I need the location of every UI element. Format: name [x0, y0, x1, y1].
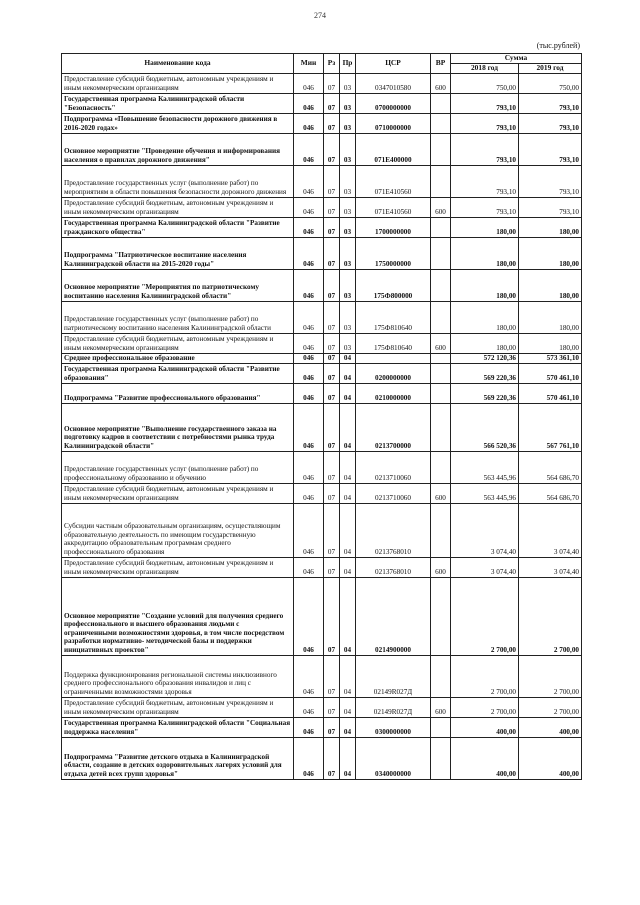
row-rz: 07: [324, 483, 340, 503]
row-2018: 793,10: [451, 93, 519, 113]
row-2019: 570 461,10: [519, 383, 582, 403]
row-vr: [431, 403, 451, 451]
row-2019: 570 461,10: [519, 363, 582, 383]
table-row: [62, 301, 582, 333]
row-name: Среднее профессиональное образование: [62, 353, 294, 363]
row-min: 046: [294, 217, 324, 237]
row-2018: 180,00: [451, 333, 519, 353]
table-row: [62, 133, 582, 165]
row-min: 046: [294, 577, 324, 655]
row-min: 046: [294, 93, 324, 113]
row-pr: 04: [340, 363, 356, 383]
header-rz: Рз: [324, 54, 340, 74]
row-2019: 180,00: [519, 333, 582, 353]
row-2018: 3 074,40: [451, 557, 519, 577]
row-name: Субсидии частным образовательным организациям, осуществляющим образовательную деятельность по имеющим государственную аккредитацию образовательным программам среднего профессионального образования: [62, 503, 294, 557]
row-2018: 3 074,40: [451, 503, 519, 557]
row-csr: 0700000000: [356, 93, 431, 113]
row-name: Государственная программа Калининградской области "Социальная поддержка населения": [62, 717, 294, 737]
row-vr: [431, 655, 451, 697]
table-row: [62, 383, 582, 403]
row-min: 046: [294, 165, 324, 197]
row-csr: 071E400000: [356, 133, 431, 165]
row-2018: 180,00: [451, 217, 519, 237]
table-row: [62, 503, 582, 557]
row-name: Подпрограмма «Повышение безопасности дорожного движения в 2016-2020 годах»: [62, 113, 294, 133]
row-min: 046: [294, 697, 324, 717]
row-name: Предоставление государственных услуг (выполнение работ) по патриотическому воспитанию населения Калининградской области: [62, 301, 294, 333]
row-2018: 566 520,36: [451, 403, 519, 451]
row-2019: 793,10: [519, 197, 582, 217]
row-pr: 04: [340, 403, 356, 451]
row-2018: 793,10: [451, 165, 519, 197]
row-2018: 2 700,00: [451, 697, 519, 717]
row-name: Предоставление государственных услуг (выполнение работ) по профессиональному образованию и обучению: [62, 451, 294, 483]
row-rz: 07: [324, 73, 340, 93]
table-body: [62, 73, 582, 779]
row-2018: 180,00: [451, 237, 519, 269]
row-vr: [431, 165, 451, 197]
table-row: [62, 73, 582, 93]
units-label: (тыс.рублей): [536, 41, 580, 50]
row-rz: 07: [324, 503, 340, 557]
table-row: [62, 217, 582, 237]
row-2019: 567 761,10: [519, 403, 582, 451]
row-2019: 2 700,00: [519, 577, 582, 655]
row-2019: 564 686,70: [519, 483, 582, 503]
row-rz: 07: [324, 383, 340, 403]
row-name: Подпрограмма "Патриотическое воспитание населения Калининградской области на 2015-2020 годы": [62, 237, 294, 269]
row-min: 046: [294, 363, 324, 383]
row-vr: [431, 269, 451, 301]
row-min: 046: [294, 353, 324, 363]
row-pr: 04: [340, 557, 356, 577]
row-pr: 04: [340, 503, 356, 557]
table-row: [62, 737, 582, 779]
row-2019: 793,10: [519, 165, 582, 197]
row-rz: 07: [324, 217, 340, 237]
row-vr: 600: [431, 697, 451, 717]
row-vr: [431, 301, 451, 333]
row-2018: 180,00: [451, 269, 519, 301]
row-rz: 07: [324, 363, 340, 383]
row-pr: 03: [340, 93, 356, 113]
row-vr: [431, 737, 451, 779]
row-vr: [431, 503, 451, 557]
row-rz: 07: [324, 113, 340, 133]
header-2019: 2019 год: [519, 63, 582, 73]
row-vr: [431, 113, 451, 133]
row-2019: 180,00: [519, 237, 582, 269]
row-csr: 0213700000: [356, 403, 431, 451]
row-name: Предоставление государственных услуг (выполнение работ) по мероприятиям в области повышения безопасности дорожного движения: [62, 165, 294, 197]
row-rz: 07: [324, 577, 340, 655]
table-row: [62, 269, 582, 301]
row-min: 046: [294, 403, 324, 451]
row-min: 046: [294, 483, 324, 503]
row-rz: 07: [324, 353, 340, 363]
row-csr: 175Ф800000: [356, 269, 431, 301]
table-row: [62, 697, 582, 717]
row-csr: 02149R027Д: [356, 697, 431, 717]
row-2018: 400,00: [451, 717, 519, 737]
row-vr: [431, 237, 451, 269]
row-name: Основное мероприятие "Создание условий для получения среднего профессионального и высшего образования людьми с ограниченными возможностями здоровья, в том числе посредством разработки нормативно- методической базы и поддержки инициативных проектов": [62, 577, 294, 655]
row-pr: 03: [340, 333, 356, 353]
row-pr: 03: [340, 217, 356, 237]
row-rz: 07: [324, 451, 340, 483]
row-2018: 563 445,96: [451, 451, 519, 483]
row-name: Основное мероприятие "Выполнение государственного заказа на подготовку кадров в соответствии с потребностями рынка труда Калининградской области": [62, 403, 294, 451]
row-name: Государственная программа Калининградской области "Развитие образования": [62, 363, 294, 383]
row-2019: 750,00: [519, 73, 582, 93]
row-2019: 2 700,00: [519, 655, 582, 697]
row-rz: 07: [324, 133, 340, 165]
row-rz: 07: [324, 737, 340, 779]
row-csr: 0710000000: [356, 113, 431, 133]
row-pr: 03: [340, 165, 356, 197]
table-row: [62, 113, 582, 133]
header-pr: Пр: [340, 54, 356, 74]
row-csr: 0200000000: [356, 363, 431, 383]
row-pr: 03: [340, 73, 356, 93]
row-2019: 180,00: [519, 269, 582, 301]
row-2018: 572 120,36: [451, 353, 519, 363]
row-2019: 793,10: [519, 93, 582, 113]
row-pr: 04: [340, 451, 356, 483]
row-2019: 3 074,40: [519, 503, 582, 557]
row-name: Государственная программа Калининградской области "Безопасность": [62, 93, 294, 113]
row-2019: 180,00: [519, 217, 582, 237]
row-min: 046: [294, 133, 324, 165]
row-csr: 175Ф810640: [356, 333, 431, 353]
row-2019: 793,10: [519, 113, 582, 133]
table-row: [62, 655, 582, 697]
row-vr: [431, 451, 451, 483]
row-2019: 3 074,40: [519, 557, 582, 577]
row-2019: 400,00: [519, 737, 582, 779]
row-rz: 07: [324, 655, 340, 697]
row-2018: 750,00: [451, 73, 519, 93]
row-2018: 793,10: [451, 197, 519, 217]
row-csr: 175Ф810640: [356, 301, 431, 333]
row-min: 046: [294, 73, 324, 93]
row-csr: 0300000000: [356, 717, 431, 737]
row-rz: 07: [324, 93, 340, 113]
table-row: [62, 577, 582, 655]
row-pr: 03: [340, 301, 356, 333]
row-vr: 600: [431, 197, 451, 217]
row-pr: 04: [340, 383, 356, 403]
row-vr: [431, 383, 451, 403]
row-rz: 07: [324, 557, 340, 577]
row-vr: [431, 93, 451, 113]
row-name: Предоставление субсидий бюджетным, автономным учреждениям и иным некоммерческим организациям: [62, 557, 294, 577]
row-rz: 07: [324, 333, 340, 353]
header-name: Наименование кода: [62, 54, 294, 74]
row-min: 046: [294, 113, 324, 133]
row-name: Предоставление субсидий бюджетным, автономным учреждениям и иным некоммерческим организациям: [62, 73, 294, 93]
row-pr: 04: [340, 483, 356, 503]
row-csr: 02149R027Д: [356, 655, 431, 697]
header-csr: ЦСР: [356, 54, 431, 74]
row-pr: 03: [340, 133, 356, 165]
row-2019: 564 686,70: [519, 451, 582, 483]
row-rz: 07: [324, 237, 340, 269]
row-vr: [431, 353, 451, 363]
row-csr: 0214900000: [356, 577, 431, 655]
row-name: Предоставление субсидий бюджетным, автономным учреждениям и иным некоммерческим организациям: [62, 197, 294, 217]
row-rz: 07: [324, 717, 340, 737]
table-row: [62, 237, 582, 269]
row-name: Основное мероприятие "Мероприятия по патриотическому воспитанию населения Калининградской области": [62, 269, 294, 301]
row-2018: 2 700,00: [451, 577, 519, 655]
row-name: Основное мероприятие "Проведение обучения и информирования населения о правилах дорожного движения": [62, 133, 294, 165]
row-vr: [431, 217, 451, 237]
row-csr: 0340000000: [356, 737, 431, 779]
row-min: 046: [294, 301, 324, 333]
header-vr: ВР: [431, 54, 451, 74]
row-min: 046: [294, 717, 324, 737]
header-min: Мин: [294, 54, 324, 74]
row-2018: 569 220,36: [451, 383, 519, 403]
page-number: 274: [314, 11, 326, 20]
table-row: [62, 403, 582, 451]
row-vr: 600: [431, 483, 451, 503]
row-vr: [431, 717, 451, 737]
row-vr: [431, 133, 451, 165]
table-row: [62, 353, 582, 363]
row-pr: 04: [340, 655, 356, 697]
row-name: Поддержка функционирования региональной системы инклюзивного среднего профессионального образования инвалидов и лиц с ограниченными возможностями здоровья: [62, 655, 294, 697]
row-csr: 0213768010: [356, 503, 431, 557]
table-row: [62, 717, 582, 737]
row-pr: 03: [340, 237, 356, 269]
row-pr: 03: [340, 197, 356, 217]
row-vr: 600: [431, 557, 451, 577]
row-2018: 2 700,00: [451, 655, 519, 697]
budget-table: [61, 53, 582, 780]
row-csr: 0210000000: [356, 383, 431, 403]
table-row: [62, 333, 582, 353]
row-min: 046: [294, 237, 324, 269]
row-2019: 180,00: [519, 301, 582, 333]
row-min: 046: [294, 383, 324, 403]
row-name: Предоставление субсидий бюджетным, автономным учреждениям и иным некоммерческим организациям: [62, 697, 294, 717]
row-rz: 07: [324, 301, 340, 333]
row-min: 046: [294, 557, 324, 577]
row-min: 046: [294, 655, 324, 697]
row-2019: 793,10: [519, 133, 582, 165]
row-pr: 04: [340, 353, 356, 363]
row-name: Подпрограмма "Развитие детского отдыха в Калининградской области, создание в детских оздоровительных лагерях условий для отдыха детей всех групп здоровья": [62, 737, 294, 779]
row-pr: 04: [340, 697, 356, 717]
row-rz: 07: [324, 197, 340, 217]
row-csr: 071E410560: [356, 165, 431, 197]
row-vr: 600: [431, 73, 451, 93]
row-pr: 04: [340, 717, 356, 737]
row-2019: 573 361,10: [519, 353, 582, 363]
row-2018: 180,00: [451, 301, 519, 333]
row-min: 046: [294, 451, 324, 483]
row-csr: 0213710060: [356, 483, 431, 503]
row-csr: [356, 353, 431, 363]
row-pr: 04: [340, 577, 356, 655]
row-min: 046: [294, 269, 324, 301]
row-csr: 0213710060: [356, 451, 431, 483]
table-row: [62, 197, 582, 217]
table-row: [62, 483, 582, 503]
table-row: [62, 165, 582, 197]
row-min: 046: [294, 197, 324, 217]
row-2018: 793,10: [451, 133, 519, 165]
row-2018: 563 445,96: [451, 483, 519, 503]
row-name: Подпрограмма "Развитие профессионального образования": [62, 383, 294, 403]
row-2019: 2 700,00: [519, 697, 582, 717]
table-row: [62, 93, 582, 113]
row-csr: 0347010580: [356, 73, 431, 93]
row-name: Предоставление субсидий бюджетным, автономным учреждениям и иным некоммерческим организациям: [62, 483, 294, 503]
row-csr: 0213768010: [356, 557, 431, 577]
table-row: [62, 363, 582, 383]
row-2018: 569 220,36: [451, 363, 519, 383]
row-min: 046: [294, 503, 324, 557]
table-row: [62, 451, 582, 483]
row-rz: 07: [324, 269, 340, 301]
row-min: 046: [294, 333, 324, 353]
row-csr: 1700000000: [356, 217, 431, 237]
header-sum: Сумма: [451, 54, 582, 64]
row-name: Предоставление субсидий бюджетным, автономным учреждениям и иным некоммерческим организациям: [62, 333, 294, 353]
header-2018: 2018 год: [451, 63, 519, 73]
row-pr: 03: [340, 269, 356, 301]
row-pr: 03: [340, 113, 356, 133]
row-csr: 1750000000: [356, 237, 431, 269]
row-rz: 07: [324, 697, 340, 717]
row-2018: 793,10: [451, 113, 519, 133]
row-vr: 600: [431, 333, 451, 353]
row-vr: [431, 363, 451, 383]
table-row: [62, 557, 582, 577]
row-min: 046: [294, 737, 324, 779]
row-rz: 07: [324, 165, 340, 197]
row-rz: 07: [324, 403, 340, 451]
row-csr: 071E410560: [356, 197, 431, 217]
row-2018: 400,00: [451, 737, 519, 779]
row-pr: 04: [340, 737, 356, 779]
row-name: Государственная программа Калининградской области "Развитие гражданского общества": [62, 217, 294, 237]
row-vr: [431, 577, 451, 655]
row-2019: 400,00: [519, 717, 582, 737]
